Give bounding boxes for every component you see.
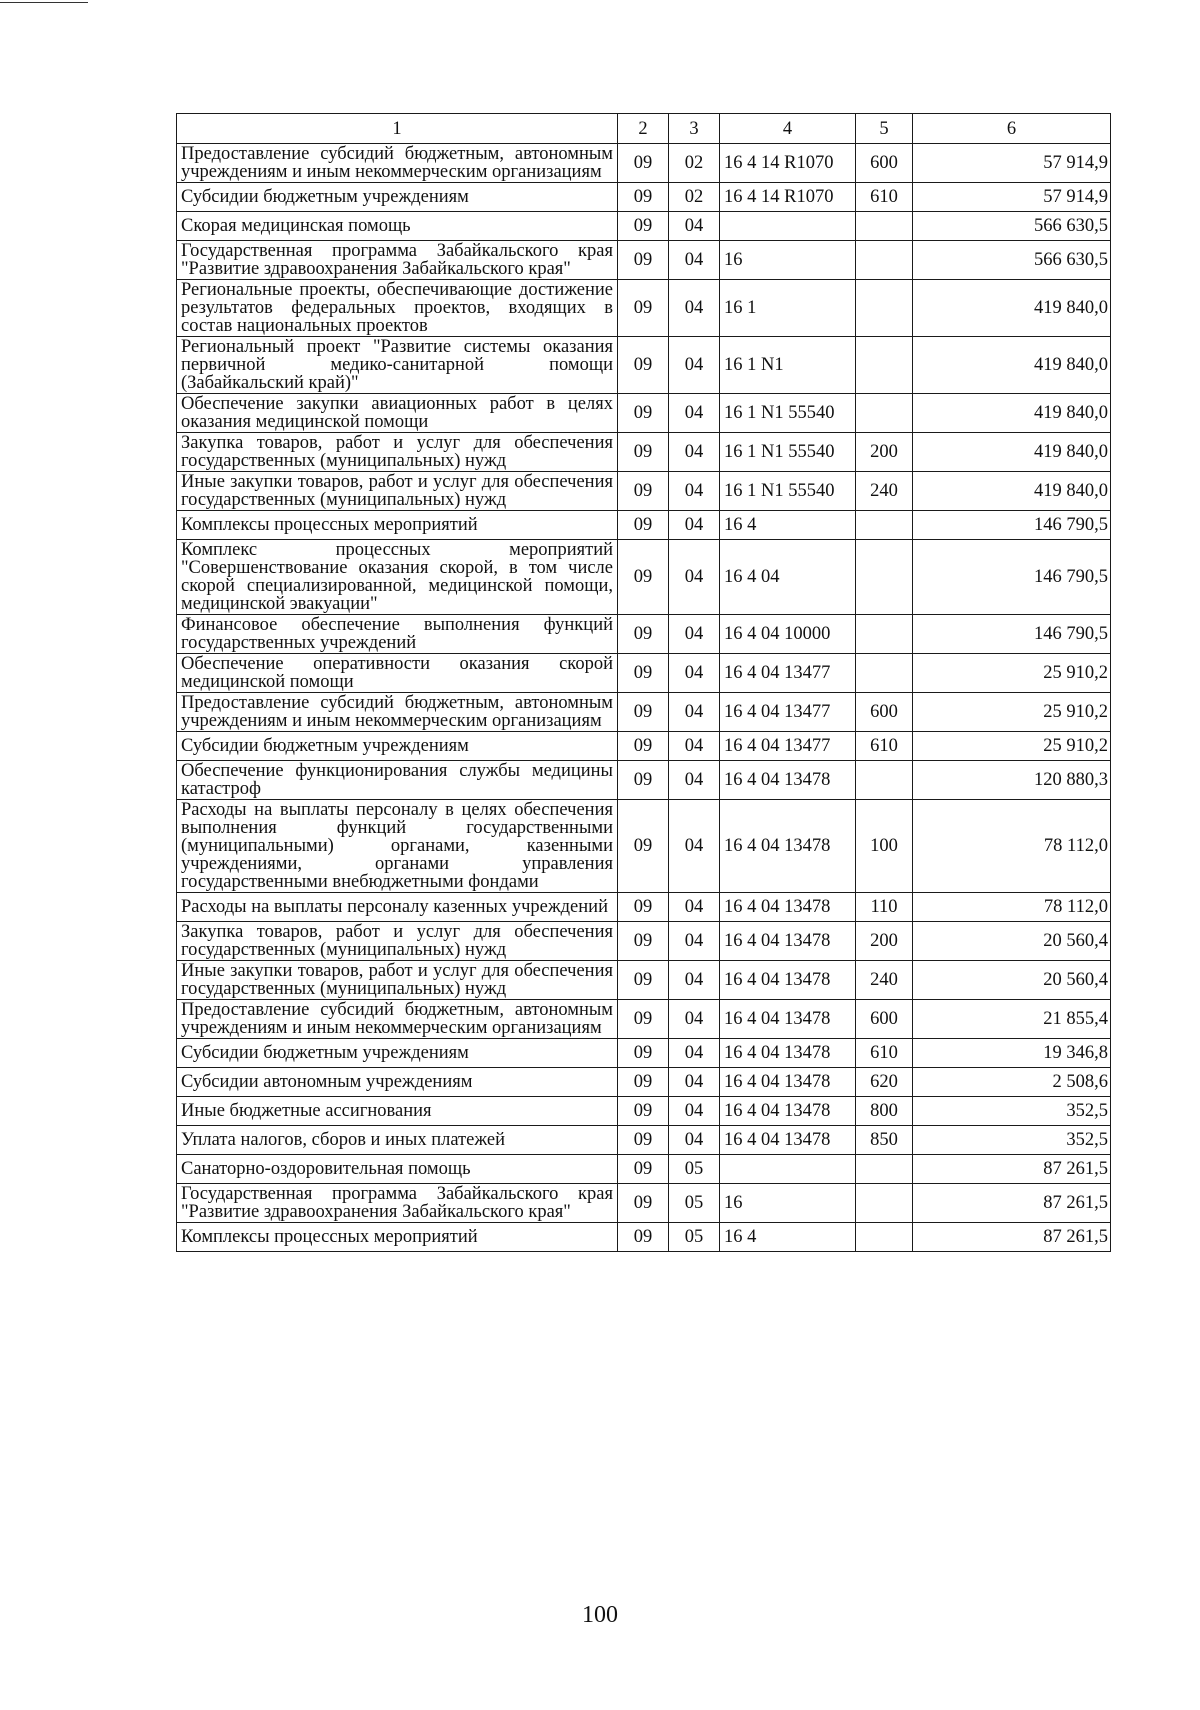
table-row — [177, 1097, 1111, 1126]
row-name-cell: Комплекс процессных мероприятий "Совершенствование оказания скорой, в том числе скорой специализированной, медицинской помощи, медицинской эвакуации" — [177, 540, 618, 615]
row-section-cell: 09 — [618, 1000, 669, 1039]
table-row — [177, 961, 1111, 1000]
row-expense-type-cell: 620 — [856, 1068, 913, 1097]
table-row — [177, 337, 1111, 394]
row-subsection-cell: 04 — [669, 1039, 720, 1068]
row-section-cell: 09 — [618, 961, 669, 1000]
row-section-cell: 09 — [618, 1126, 669, 1155]
row-section-cell: 09 — [618, 241, 669, 280]
row-amount-cell: 25 910,2 — [913, 732, 1111, 761]
table-row — [177, 212, 1111, 241]
row-subsection-cell: 04 — [669, 511, 720, 540]
row-amount-cell: 352,5 — [913, 1097, 1111, 1126]
row-subsection-cell: 04 — [669, 761, 720, 800]
table-row — [177, 1068, 1111, 1097]
row-expense-type-cell: 100 — [856, 800, 913, 893]
row-amount-cell: 87 261,5 — [913, 1155, 1111, 1184]
row-target-code-cell: 16 4 04 13478 — [720, 893, 856, 922]
row-target-code-cell: 16 4 04 13478 — [720, 1000, 856, 1039]
row-name-cell: Иные закупки товаров, работ и услуг для обеспечения государственных (муниципальных) нужд — [177, 472, 618, 511]
header-col-1: 1 — [177, 114, 618, 144]
row-name-cell: Расходы на выплаты персоналу в целях обеспечения выполнения функций государственными (муниципальными) органами, казенными учреждениями, органами управления государственными внебюджетными фондами — [177, 800, 618, 893]
row-name-cell: Субсидии бюджетным учреждениям — [177, 732, 618, 761]
row-target-code-cell: 16 1 — [720, 280, 856, 337]
row-expense-type-cell — [856, 615, 913, 654]
row-name-cell: Региональный проект "Развитие системы оказания первичной медико-санитарной помощи (Забайкальский край)" — [177, 337, 618, 394]
table-row — [177, 394, 1111, 433]
row-target-code-cell: 16 4 14 R1070 — [720, 144, 856, 183]
row-amount-cell: 419 840,0 — [913, 433, 1111, 472]
row-name-cell: Санаторно-оздоровительная помощь — [177, 1155, 618, 1184]
row-expense-type-cell: 850 — [856, 1126, 913, 1155]
row-name-cell: Иные закупки товаров, работ и услуг для обеспечения государственных (муниципальных) нужд — [177, 961, 618, 1000]
row-amount-cell: 146 790,5 — [913, 540, 1111, 615]
row-expense-type-cell: 200 — [856, 433, 913, 472]
row-section-cell: 09 — [618, 183, 669, 212]
row-expense-type-cell — [856, 1155, 913, 1184]
row-amount-cell: 566 630,5 — [913, 241, 1111, 280]
row-subsection-cell: 04 — [669, 241, 720, 280]
table-row — [177, 1000, 1111, 1039]
row-section-cell: 09 — [618, 1068, 669, 1097]
row-name-cell: Государственная программа Забайкальского края "Развитие здравоохранения Забайкальского края" — [177, 1184, 618, 1223]
row-name-cell: Обеспечение функционирования службы медицины катастроф — [177, 761, 618, 800]
row-section-cell: 09 — [618, 394, 669, 433]
row-name-cell: Субсидии автономным учреждениям — [177, 1068, 618, 1097]
row-subsection-cell: 04 — [669, 615, 720, 654]
row-section-cell: 09 — [618, 922, 669, 961]
row-amount-cell: 419 840,0 — [913, 472, 1111, 511]
top-rule — [0, 2, 88, 3]
row-name-cell: Предоставление субсидий бюджетным, автономным учреждениям и иным некоммерческим организациям — [177, 1000, 618, 1039]
row-name-cell: Предоставление субсидий бюджетным, автономным учреждениям и иным некоммерческим организациям — [177, 693, 618, 732]
row-subsection-cell: 02 — [669, 183, 720, 212]
budget-table — [176, 113, 1111, 1252]
row-target-code-cell: 16 4 04 13478 — [720, 1068, 856, 1097]
row-section-cell: 09 — [618, 732, 669, 761]
row-amount-cell: 25 910,2 — [913, 693, 1111, 732]
row-section-cell: 09 — [618, 212, 669, 241]
row-section-cell: 09 — [618, 654, 669, 693]
row-target-code-cell: 16 4 04 13478 — [720, 1126, 856, 1155]
row-name-cell: Предоставление субсидий бюджетным, автономным учреждениям и иным некоммерческим организациям — [177, 144, 618, 183]
row-amount-cell: 57 914,9 — [913, 144, 1111, 183]
table-row — [177, 511, 1111, 540]
row-name-cell: Субсидии бюджетным учреждениям — [177, 183, 618, 212]
table-row — [177, 922, 1111, 961]
row-subsection-cell: 04 — [669, 540, 720, 615]
table-body — [177, 144, 1111, 1252]
row-target-code-cell: 16 4 04 13477 — [720, 693, 856, 732]
row-subsection-cell: 04 — [669, 433, 720, 472]
row-target-code-cell: 16 4 04 13478 — [720, 1039, 856, 1068]
row-target-code-cell: 16 1 N1 55540 — [720, 394, 856, 433]
row-name-cell: Региональные проекты, обеспечивающие достижение результатов федеральных проектов, входящих в состав национальных проектов — [177, 280, 618, 337]
row-subsection-cell: 04 — [669, 337, 720, 394]
row-target-code-cell: 16 4 04 13478 — [720, 922, 856, 961]
table-row — [177, 241, 1111, 280]
row-target-code-cell: 16 4 04 10000 — [720, 615, 856, 654]
row-section-cell: 09 — [618, 1039, 669, 1068]
row-amount-cell: 20 560,4 — [913, 922, 1111, 961]
row-target-code-cell — [720, 1155, 856, 1184]
row-section-cell: 09 — [618, 1223, 669, 1252]
row-expense-type-cell — [856, 280, 913, 337]
row-section-cell: 09 — [618, 761, 669, 800]
row-amount-cell: 352,5 — [913, 1126, 1111, 1155]
row-subsection-cell: 04 — [669, 280, 720, 337]
row-target-code-cell: 16 4 — [720, 1223, 856, 1252]
row-section-cell: 09 — [618, 693, 669, 732]
row-subsection-cell: 04 — [669, 654, 720, 693]
row-section-cell: 09 — [618, 280, 669, 337]
row-name-cell: Государственная программа Забайкальского края "Развитие здравоохранения Забайкальского края" — [177, 241, 618, 280]
table-row — [177, 540, 1111, 615]
row-expense-type-cell — [856, 1223, 913, 1252]
table-row — [177, 183, 1111, 212]
row-amount-cell: 419 840,0 — [913, 394, 1111, 433]
table-row — [177, 761, 1111, 800]
row-expense-type-cell: 600 — [856, 1000, 913, 1039]
row-target-code-cell: 16 4 14 R1070 — [720, 183, 856, 212]
row-subsection-cell: 05 — [669, 1184, 720, 1223]
row-amount-cell: 2 508,6 — [913, 1068, 1111, 1097]
row-target-code-cell: 16 1 N1 — [720, 337, 856, 394]
table-row — [177, 893, 1111, 922]
row-expense-type-cell — [856, 394, 913, 433]
table-row — [177, 654, 1111, 693]
row-target-code-cell — [720, 212, 856, 241]
table-row — [177, 472, 1111, 511]
header-col-3: 3 — [669, 114, 720, 144]
row-subsection-cell: 04 — [669, 732, 720, 761]
row-name-cell: Обеспечение оперативности оказания скорой медицинской помощи — [177, 654, 618, 693]
row-subsection-cell: 04 — [669, 922, 720, 961]
row-section-cell: 09 — [618, 893, 669, 922]
row-target-code-cell: 16 4 04 13477 — [720, 654, 856, 693]
row-subsection-cell: 04 — [669, 472, 720, 511]
row-section-cell: 09 — [618, 615, 669, 654]
row-subsection-cell: 05 — [669, 1155, 720, 1184]
row-section-cell: 09 — [618, 1155, 669, 1184]
row-subsection-cell: 04 — [669, 212, 720, 241]
row-expense-type-cell — [856, 654, 913, 693]
row-expense-type-cell — [856, 337, 913, 394]
row-amount-cell: 146 790,5 — [913, 511, 1111, 540]
row-name-cell: Субсидии бюджетным учреждениям — [177, 1039, 618, 1068]
row-subsection-cell: 05 — [669, 1223, 720, 1252]
row-target-code-cell: 16 1 N1 55540 — [720, 433, 856, 472]
row-subsection-cell: 04 — [669, 893, 720, 922]
row-expense-type-cell: 610 — [856, 732, 913, 761]
table-row — [177, 280, 1111, 337]
row-target-code-cell: 16 — [720, 241, 856, 280]
row-amount-cell: 20 560,4 — [913, 961, 1111, 1000]
row-target-code-cell: 16 4 — [720, 511, 856, 540]
row-expense-type-cell: 110 — [856, 893, 913, 922]
row-target-code-cell: 16 4 04 — [720, 540, 856, 615]
header-col-5: 5 — [856, 114, 913, 144]
row-target-code-cell: 16 4 04 13478 — [720, 1097, 856, 1126]
header-col-6: 6 — [913, 114, 1111, 144]
row-expense-type-cell — [856, 212, 913, 241]
header-col-4: 4 — [720, 114, 856, 144]
row-target-code-cell: 16 4 04 13477 — [720, 732, 856, 761]
row-name-cell: Иные бюджетные ассигнования — [177, 1097, 618, 1126]
table-row — [177, 1039, 1111, 1068]
row-target-code-cell: 16 4 04 13478 — [720, 761, 856, 800]
row-subsection-cell: 02 — [669, 144, 720, 183]
row-expense-type-cell — [856, 540, 913, 615]
table-row — [177, 615, 1111, 654]
row-section-cell: 09 — [618, 1184, 669, 1223]
row-section-cell: 09 — [618, 433, 669, 472]
row-target-code-cell: 16 4 04 13478 — [720, 800, 856, 893]
table-row — [177, 1155, 1111, 1184]
row-expense-type-cell: 610 — [856, 1039, 913, 1068]
row-subsection-cell: 04 — [669, 800, 720, 893]
row-section-cell: 09 — [618, 511, 669, 540]
row-subsection-cell: 04 — [669, 1126, 720, 1155]
page-number: 100 — [582, 1602, 618, 1628]
row-expense-type-cell — [856, 241, 913, 280]
row-section-cell: 09 — [618, 800, 669, 893]
row-section-cell: 09 — [618, 540, 669, 615]
row-name-cell: Расходы на выплаты персоналу казенных учреждений — [177, 893, 618, 922]
row-expense-type-cell: 240 — [856, 961, 913, 1000]
table-row — [177, 1184, 1111, 1223]
row-amount-cell: 21 855,4 — [913, 1000, 1111, 1039]
row-expense-type-cell — [856, 511, 913, 540]
row-target-code-cell: 16 — [720, 1184, 856, 1223]
row-name-cell: Комплексы процессных мероприятий — [177, 1223, 618, 1252]
row-name-cell: Скорая медицинская помощь — [177, 212, 618, 241]
row-amount-cell: 146 790,5 — [913, 615, 1111, 654]
table-row — [177, 1126, 1111, 1155]
row-amount-cell: 419 840,0 — [913, 337, 1111, 394]
table-row — [177, 433, 1111, 472]
row-subsection-cell: 04 — [669, 1097, 720, 1126]
row-expense-type-cell: 600 — [856, 144, 913, 183]
row-amount-cell: 78 112,0 — [913, 800, 1111, 893]
row-expense-type-cell — [856, 761, 913, 800]
row-amount-cell: 120 880,3 — [913, 761, 1111, 800]
row-subsection-cell: 04 — [669, 1068, 720, 1097]
row-expense-type-cell — [856, 1184, 913, 1223]
row-section-cell: 09 — [618, 472, 669, 511]
row-name-cell: Уплата налогов, сборов и иных платежей — [177, 1126, 618, 1155]
header-row — [177, 114, 1111, 144]
row-amount-cell: 78 112,0 — [913, 893, 1111, 922]
row-name-cell: Финансовое обеспечение выполнения функций государственных учреждений — [177, 615, 618, 654]
row-expense-type-cell: 240 — [856, 472, 913, 511]
row-name-cell: Комплексы процессных мероприятий — [177, 511, 618, 540]
table-row — [177, 800, 1111, 893]
row-amount-cell: 419 840,0 — [913, 280, 1111, 337]
row-subsection-cell: 04 — [669, 1000, 720, 1039]
row-target-code-cell: 16 4 04 13478 — [720, 961, 856, 1000]
row-amount-cell: 87 261,5 — [913, 1184, 1111, 1223]
row-subsection-cell: 04 — [669, 394, 720, 433]
row-target-code-cell: 16 1 N1 55540 — [720, 472, 856, 511]
row-expense-type-cell: 610 — [856, 183, 913, 212]
header-col-2: 2 — [618, 114, 669, 144]
row-amount-cell: 19 346,8 — [913, 1039, 1111, 1068]
row-subsection-cell: 04 — [669, 961, 720, 1000]
row-expense-type-cell: 600 — [856, 693, 913, 732]
row-amount-cell: 87 261,5 — [913, 1223, 1111, 1252]
row-expense-type-cell: 200 — [856, 922, 913, 961]
row-section-cell: 09 — [618, 337, 669, 394]
row-name-cell: Закупка товаров, работ и услуг для обеспечения государственных (муниципальных) нужд — [177, 922, 618, 961]
table-row — [177, 144, 1111, 183]
table-row — [177, 693, 1111, 732]
row-amount-cell: 25 910,2 — [913, 654, 1111, 693]
row-subsection-cell: 04 — [669, 693, 720, 732]
row-expense-type-cell: 800 — [856, 1097, 913, 1126]
row-section-cell: 09 — [618, 144, 669, 183]
table-row — [177, 732, 1111, 761]
row-name-cell: Закупка товаров, работ и услуг для обеспечения государственных (муниципальных) нужд — [177, 433, 618, 472]
row-amount-cell: 57 914,9 — [913, 183, 1111, 212]
row-amount-cell: 566 630,5 — [913, 212, 1111, 241]
table-row — [177, 1223, 1111, 1252]
row-name-cell: Обеспечение закупки авиационных работ в целях оказания медицинской помощи — [177, 394, 618, 433]
row-section-cell: 09 — [618, 1097, 669, 1126]
